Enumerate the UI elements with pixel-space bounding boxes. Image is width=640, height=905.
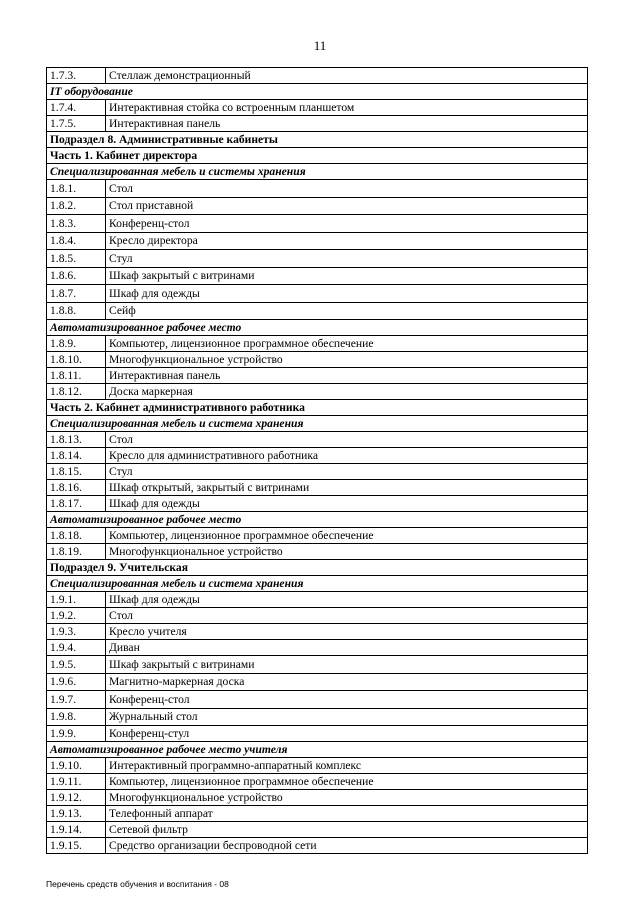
item-name: Шкаф для одежды xyxy=(106,285,588,303)
item-number: 1.9.14. xyxy=(47,822,106,838)
table-row xyxy=(47,758,588,774)
subsection-title: Автоматизированное рабочее место xyxy=(47,320,588,336)
item-number: 1.9.10. xyxy=(47,758,106,774)
table-row xyxy=(47,215,588,233)
subsection-title: IT оборудование xyxy=(47,84,588,100)
table-row xyxy=(47,448,588,464)
item-number: 1.8.2. xyxy=(47,197,106,215)
item-number: 1.8.9. xyxy=(47,336,106,352)
item-name: Стол xyxy=(106,608,588,624)
subsection-row xyxy=(47,742,588,758)
item-name: Многофункциональное устройство xyxy=(106,544,588,560)
table-row xyxy=(47,68,588,84)
table-row xyxy=(47,608,588,624)
item-number: 1.8.4. xyxy=(47,232,106,250)
item-number: 1.8.3. xyxy=(47,215,106,233)
item-name: Интерактивная панель xyxy=(106,116,588,132)
table-row xyxy=(47,368,588,384)
item-number: 1.9.4. xyxy=(47,640,106,656)
item-name: Диван xyxy=(106,640,588,656)
section-header-row xyxy=(47,148,588,164)
item-name: Конференц-стол xyxy=(106,215,588,233)
item-name: Сейф xyxy=(106,302,588,320)
subsection-row xyxy=(47,84,588,100)
subsection-row xyxy=(47,416,588,432)
table-row xyxy=(47,592,588,608)
item-number: 1.9.13. xyxy=(47,806,106,822)
item-number: 1.9.11. xyxy=(47,774,106,790)
item-number: 1.8.15. xyxy=(47,464,106,480)
item-name: Компьютер, лицензионное программное обеспечение xyxy=(106,336,588,352)
table-row xyxy=(47,336,588,352)
item-number: 1.8.10. xyxy=(47,352,106,368)
table-row xyxy=(47,180,588,198)
item-name: Конференц-стол xyxy=(106,691,588,709)
section-header-row xyxy=(47,132,588,148)
subsection-row xyxy=(47,164,588,180)
table-row xyxy=(47,656,588,674)
section-title: Часть 1. Кабинет директора xyxy=(47,148,588,164)
section-header-row xyxy=(47,560,588,576)
item-number: 1.9.3. xyxy=(47,624,106,640)
item-name: Шкаф закрытый с витринами xyxy=(106,656,588,674)
item-name: Стул xyxy=(106,464,588,480)
subsection-title: Специализированная мебель и система хранения xyxy=(47,576,588,592)
table-row xyxy=(47,790,588,806)
item-number: 1.9.9. xyxy=(47,726,106,742)
item-number: 1.7.4. xyxy=(47,100,106,116)
item-name: Доска маркерная xyxy=(106,384,588,400)
item-name: Стол приставной xyxy=(106,197,588,215)
table-row xyxy=(47,302,588,320)
item-number: 1.8.17. xyxy=(47,496,106,512)
table-row xyxy=(47,691,588,709)
equipment-list-table xyxy=(46,67,588,854)
section-header-row xyxy=(47,400,588,416)
item-name: Шкаф закрытый с витринами xyxy=(106,267,588,285)
item-name: Кресло для административного работника xyxy=(106,448,588,464)
item-name: Шкаф для одежды xyxy=(106,592,588,608)
item-name: Журнальный стол xyxy=(106,708,588,726)
item-number: 1.9.5. xyxy=(47,656,106,674)
item-name: Многофункциональное устройство xyxy=(106,790,588,806)
item-name: Кресло учителя xyxy=(106,624,588,640)
table-row xyxy=(47,496,588,512)
item-name: Телефонный аппарат xyxy=(106,806,588,822)
item-name: Кресло директора xyxy=(106,232,588,250)
table-row xyxy=(47,250,588,268)
item-name: Шкаф для одежды xyxy=(106,496,588,512)
section-title: Подраздел 8. Административные кабинеты xyxy=(47,132,588,148)
item-name: Стеллаж демонстрационный xyxy=(106,68,588,84)
table-row xyxy=(47,624,588,640)
equipment-list-body xyxy=(47,68,588,854)
table-row xyxy=(47,528,588,544)
table-row xyxy=(47,673,588,691)
item-name: Интерактивная панель xyxy=(106,368,588,384)
table-row xyxy=(47,480,588,496)
item-name: Конференц-стул xyxy=(106,726,588,742)
item-name: Многофункциональное устройство xyxy=(106,352,588,368)
table-row xyxy=(47,726,588,742)
item-number: 1.9.1. xyxy=(47,592,106,608)
item-name: Компьютер, лицензионное программное обеспечение xyxy=(106,774,588,790)
item-name: Интерактивная стойка со встроенным планшетом xyxy=(106,100,588,116)
item-number: 1.8.19. xyxy=(47,544,106,560)
item-number: 1.7.3. xyxy=(47,68,106,84)
subsection-row xyxy=(47,576,588,592)
item-number: 1.9.15. xyxy=(47,838,106,854)
table-row xyxy=(47,100,588,116)
item-number: 1.8.1. xyxy=(47,180,106,198)
subsection-row xyxy=(47,320,588,336)
item-number: 1.8.12. xyxy=(47,384,106,400)
item-number: 1.8.14. xyxy=(47,448,106,464)
item-number: 1.8.8. xyxy=(47,302,106,320)
table-row xyxy=(47,197,588,215)
table-row xyxy=(47,806,588,822)
page-footer: Перечень средств обучения и воспитания - 08 xyxy=(46,879,229,889)
item-number: 1.9.2. xyxy=(47,608,106,624)
subsection-title: Специализированная мебель и система хранения xyxy=(47,416,588,432)
subsection-title: Специализированная мебель и системы хранения xyxy=(47,164,588,180)
item-number: 1.9.12. xyxy=(47,790,106,806)
table-row xyxy=(47,232,588,250)
item-name: Стол xyxy=(106,432,588,448)
item-name: Средство организации беспроводной сети xyxy=(106,838,588,854)
item-number: 1.8.7. xyxy=(47,285,106,303)
item-name: Шкаф открытый, закрытый с витринами xyxy=(106,480,588,496)
item-number: 1.8.16. xyxy=(47,480,106,496)
table-row xyxy=(47,432,588,448)
table-row xyxy=(47,384,588,400)
table-row xyxy=(47,640,588,656)
item-name: Стул xyxy=(106,250,588,268)
section-title: Подраздел 9. Учительская xyxy=(47,560,588,576)
item-number: 1.8.13. xyxy=(47,432,106,448)
table-row xyxy=(47,464,588,480)
item-number: 1.8.11. xyxy=(47,368,106,384)
item-number: 1.7.5. xyxy=(47,116,106,132)
table-row xyxy=(47,708,588,726)
table-row xyxy=(47,267,588,285)
table-row xyxy=(47,544,588,560)
item-number: 1.9.7. xyxy=(47,691,106,709)
table-row xyxy=(47,285,588,303)
table-row xyxy=(47,822,588,838)
table-row xyxy=(47,116,588,132)
item-number: 1.8.6. xyxy=(47,267,106,285)
subsection-row xyxy=(47,512,588,528)
item-name: Магнитно-маркерная доска xyxy=(106,673,588,691)
subsection-title: Автоматизированное рабочее место учителя xyxy=(47,742,588,758)
item-name: Компьютер, лицензионное программное обеспечение xyxy=(106,528,588,544)
table-row xyxy=(47,352,588,368)
item-number: 1.9.8. xyxy=(47,708,106,726)
page-number: 11 xyxy=(313,38,327,53)
item-name: Сетевой фильтр xyxy=(106,822,588,838)
table-row xyxy=(47,838,588,854)
item-number: 1.8.18. xyxy=(47,528,106,544)
item-name: Интерактивный программно-аппаратный комплекс xyxy=(106,758,588,774)
section-title: Часть 2. Кабинет административного работника xyxy=(47,400,588,416)
item-number: 1.8.5. xyxy=(47,250,106,268)
item-name: Стол xyxy=(106,180,588,198)
subsection-title: Автоматизированное рабочее место xyxy=(47,512,588,528)
item-number: 1.9.6. xyxy=(47,673,106,691)
table-row xyxy=(47,774,588,790)
